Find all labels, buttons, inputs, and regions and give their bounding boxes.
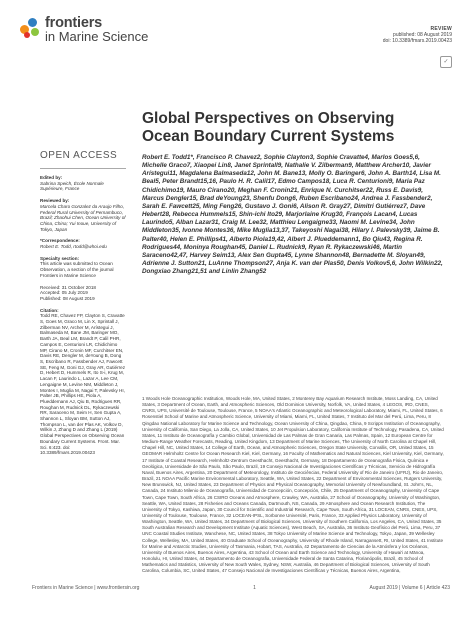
frontiers-logo-icon xyxy=(20,17,40,39)
reviewed-by-label: Reviewed by: xyxy=(40,198,70,204)
article-title: Global Perspectives on Observing Ocean Boundary Current Systems xyxy=(142,110,395,145)
reviewed-by xyxy=(40,198,126,232)
article-meta xyxy=(383,26,452,44)
page-number: 1 xyxy=(253,585,256,591)
published-date: published: 08 August 2019 xyxy=(393,32,452,38)
affiliations: 1 Woods Hole Oceanographic Institution, Woods Hole, MA, United States, 2 Monterey Bay Aquarium Research Institute, Moss Landing, CA, United States, 3 Department of Ocean, Earth, and Atmospheric Sciences, Old Dominion University, Norfolk, VA, United States, 4 LEGOS, IRD, CNES, CNRS, UPS, Université de Toulouse, Toulouse, France, 5 NOAA's Atlantic Oceanographic and Meteorological Laboratory, Miami, FL, United States, 6 Rosenstiel School of Marine and Atmospheric Science, University of Miami, Miami, FL, United States, 7 Instituto del Mar del Perú, Lima, Peru, 8 Qingdao National Laboratory for Marine Science and Technology, Ocean University of China, Qingdao, China, 9 Scripps Institution of Oceanography, University of California, San Diego, La Jolla, CA, United States, 10 Jet Propulsion Laboratory, California Institute of Technology, Pasadena, CA, United States, 11 Instituto de Oceanografía y Cambio Global, Universidad de Las Palmas de Gran Canaria, Las Palmas, Spain, 12 European Centre for Medium-Range Weather Forecasts, Reading, United Kingdom, 13 Department of Marine Sciences, The University of North Carolina at Chapel Hill, Chapel Hill, NC, United States, 14 College of Earth, Ocean, and Atmospheric Sciences, Oregon State University, Corvallis, OR, United States, 15 GEOMAR Helmholtz Centre for Ocean Research Kiel, Kiel, Germany, 16 Faculty of Mathematics and Natural Sciences, Kiel University, Kiel, Germany, 17 Institute of Coastal Research, Helmholtz-Zentrum Geesthacht, Geesthacht, Germany, 18 Departamento de Oceanografia Física, Química e Geológica, Universidade de São Paulo, São Paulo, Brazil, 19 Consejo Nacional de Investigaciones Científicas y Técnicas, Servicio de Hidrografía Naval, Buenos Aires, Argentina, 20 Department of Meteorology, Instituto de Geociências, Federal University of Rio de Janeiro (UFRJ), Rio de Janeiro, Brazil, 21 NOAA Pacific Marine Environmental Laboratory, Seattle, WA, United States, 22 Department of Environmental Sciences, Rutgers University, New Brunswick, NJ, United States, 23 Department of Physics and Physical Oceanography, Memorial University of Newfoundland, St. John's, NL, Canada, 24 Instituto Milenio de Oceanografía, Universidad de Concepción, Concepción, Chile, 25 Department of Oceanography, University of Cape Town, Cape Town, South Africa, 26 CSIRO Oceans and Atmosphere, Crawley, WA, Australia, 27 School of Oceanography, University of Washington, Seattle, WA, United States, 28 Fisheries and Oceans Canada, Dartmouth, NS, Canada, 29 Atmosphere and Ocean Research Institution, The University of Tokyo, Kashiwa, Japan, 30 Council for Scientific and Industrial Research, Cape Town, South Africa, 31 LOCEAN, CNRS, CNES, UPS, University of Toulouse, Toulouse, France, 32 LOCEAN-IPSL, Sorbonne Université, Paris, France, 33 Applied Physics Laboratory, University of Washington, Seattle, WA, United States, 34 Department of Biological Sciences, University of Southern California, Los Angeles, CA, United States, 35 South Australian Research and Development Institute (Aquatic Sciences), West Beach, SA, Australia, 36 Instituto Geofísico del Perú, Lima, Peru, 37 UNC Coastal Studies Institute, Wanchese, NC, United States, 38 Tokyo University of Marine Science and Technology, Tokyo, Japan, 39 Wellesley College, Wellesley, MA, United States, 40 Graduate School of Oceanography, University of Rhode Island, Narragansett, RI, United States, 41 Institute for Marine and Antarctic Studies, University of Tasmania, Hobart, TAS, Australia, 42 Departamento de Ciencias de la Atmósfera y los Océanos, University of Buenos Aires, Buenos Aires, Argentina, 43 School of Ocean and Earth Science and Technology, University of Hawai'i at Mānoa, Honolulu, HI, United States, 44 Departamento de Oceanografia, Universidade Federal de Santa Catarina, Florianópolis, Brazil, 45 School of Mathematics and Statistics, University of New South Wales, Sydney, NSW, Australia, 46 Department of Biological Sciences, University of South Carolina, Columbia, SC, United States, 47 Consejo Nacional de Investigaciones Científicas y Técnicas, Buenos Aires, Argentina, xyxy=(142,396,444,574)
footer-issue: August 2019 | Volume 6 | Article 423 xyxy=(369,585,450,591)
correspondence-body[interactable]: Robert E. Todd, rtodd@whoi.edu xyxy=(40,244,107,250)
received-date: Received: 31 October 2018 xyxy=(40,284,96,290)
edited-by xyxy=(40,175,126,192)
check-for-updates-icon[interactable]: ✓ xyxy=(440,56,452,68)
citation-body: Todd RE, Chavez FP, Clayton S, Cravatte S, Goes M, Graco M, Lin X, Sprintall J, Zilberman NV, Archer M, Arístegui J, Balmaseda M, Bane JM, Baringer MO, Barth JA, Beal LM, Brandt P, Calil PHR, Campos E, Centurioni LR, Chidichimo MP, Cirano M, Cronin MF, Curchitser EN, Davis RE, Dengler M, deYoung B, Dong S, Escribano R, Fassbender AJ, Fawcett SE, Feng M, Goni GJ, Gray AR, Gutiérrez D, Hebert D, Hummels R, Ito S-i, Krug M, Lacan F, Laurindo L, Lazar A, Lee CM, Lengaigne M, Levine NM, Middleton J, Montes I, Muglia M, Nagai T, Palevsky HI, Palter JB, Phillips HE, Piola A, Plueddemann AJ, Qiu B, Rodrigues RR, Roughan M, Rudnick DL, Rykaczewski RR, Saraceno M, Seim H, Sen Gupta A, Shannon L, Sloyan BM, Sutton AJ, Thompson L, van der Plas AK, Volkov D, Wilkin J, Zhang D and Zhang L (2019) Global Perspectives on Observing Ocean Boundary Current Systems. Front. Mar. Sci. 6:423. doi: 10.3389/fmars.2019.00423 xyxy=(40,313,126,456)
specialty-body: This article was submitted to Ocean Observation, a section of the journal Frontiers in Marine Science xyxy=(40,261,114,278)
correspondence xyxy=(40,238,126,249)
footer-journal[interactable]: Frontiers in Marine Science | www.frontiersin.org xyxy=(32,585,140,591)
accepted-date: Accepted: 05 July 2019 xyxy=(40,290,88,296)
page-footer xyxy=(32,585,450,591)
reviewed-by-body: Marcela Charo Gonzalez da Araujo Filho, Federal Rural University of Pernambuco, Brazil; Zhaohui Chen, Ocean University of China, China; Yui Inoue, University of Tokyo, Japan xyxy=(40,203,126,232)
specialty-section xyxy=(40,256,126,279)
correspondence-label: *Correspondence: xyxy=(40,238,80,244)
article-type: REVIEW xyxy=(430,26,452,32)
edited-by-body: Sabrina Speich, École Normale Supérieure, France xyxy=(40,180,104,192)
article-dates xyxy=(40,285,126,302)
author-list: Robert E. Todd1*, Francisco P. Chavez2, Sophie Clayton3, Sophie Cravatte4, Marlos Goes5,6, Michelle Graco7, Xiaopei Lin8, Janet Sprintall9, Nathalie V. Zilberman9, Matthew Archer10, Javier Arístegui11, Magdalena Balmaseda12, John M. Bane13, Molly O. Baringer6, John A. Barth14, Lisa M. Beal5, Peter Brandt15,16, Paulo H. R. Calil17, Edmo Campos18, Luca R. Centurioni9, Maria Paz Chidichimo19, Mauro Cirano20, Meghan F. Cronin21, Enrique N. Curchitser22, Russ E. Davis9, Marcus Dengler15, Brad deYoung23, Shenfu Dong6, Ruben Escribano24, Andrea J. Fassbender2, Sarah E. Fawcett25, Ming Feng26, Gustavo J. Goni6, Alison R. Gray27, Dimitri Gutiérrez7, Dave Hebert28, Rebecca Hummels15, Shin-ichi Ito29, Marjorlaine Krug30, François Lacan4, Lucas Laurindo5, Alban Lazar31, Craig M. Lee32, Matthieu Lengaigne33, Naomi M. Levine34, John Middleton35, Ivonne Montes36, Mike Muglia13,37, Takeyoshi Nagai38, Hilary I. Palevsky39, Jaime B. Palter40, Helen E. Phillips41, Alberto Piola19,42, Albert J. Plueddemann1, Bo Qiu43, Regina R. Rodrigues44, Moninya Roughan45, Daniel L. Rudnick9, Ryan R. Rykaczewski46, Martin Saraceno42,47, Harvey Seim13, Alex Sen Gupta45, Lynne Shannon48, Bernadette M. Sloyan49, Adrienne J. Sutton21, LuAnne Thompson27, Anja K. van der Plas50, Denis Volkov5,6, John Wilkin22, Dongxiao Zhang21,51 and Linlin Zhang52 xyxy=(142,154,443,276)
frontiers-logo xyxy=(20,17,148,43)
citation xyxy=(40,308,126,456)
edited-by-label: Edited by: xyxy=(40,175,63,180)
citation-label: Citation: xyxy=(40,307,59,313)
journal-name: in Marine Science xyxy=(45,29,149,44)
brand-name: frontiers xyxy=(45,15,103,31)
specialty-label: Specialty section: xyxy=(40,255,80,261)
doi-link[interactable]: doi: 10.3389/fmars.2019.00423 xyxy=(382,38,452,44)
article-sidebar xyxy=(40,150,126,456)
open-access-label: OPEN ACCESS xyxy=(40,150,126,169)
published-date-side: Published: 08 August 2019 xyxy=(40,295,95,301)
